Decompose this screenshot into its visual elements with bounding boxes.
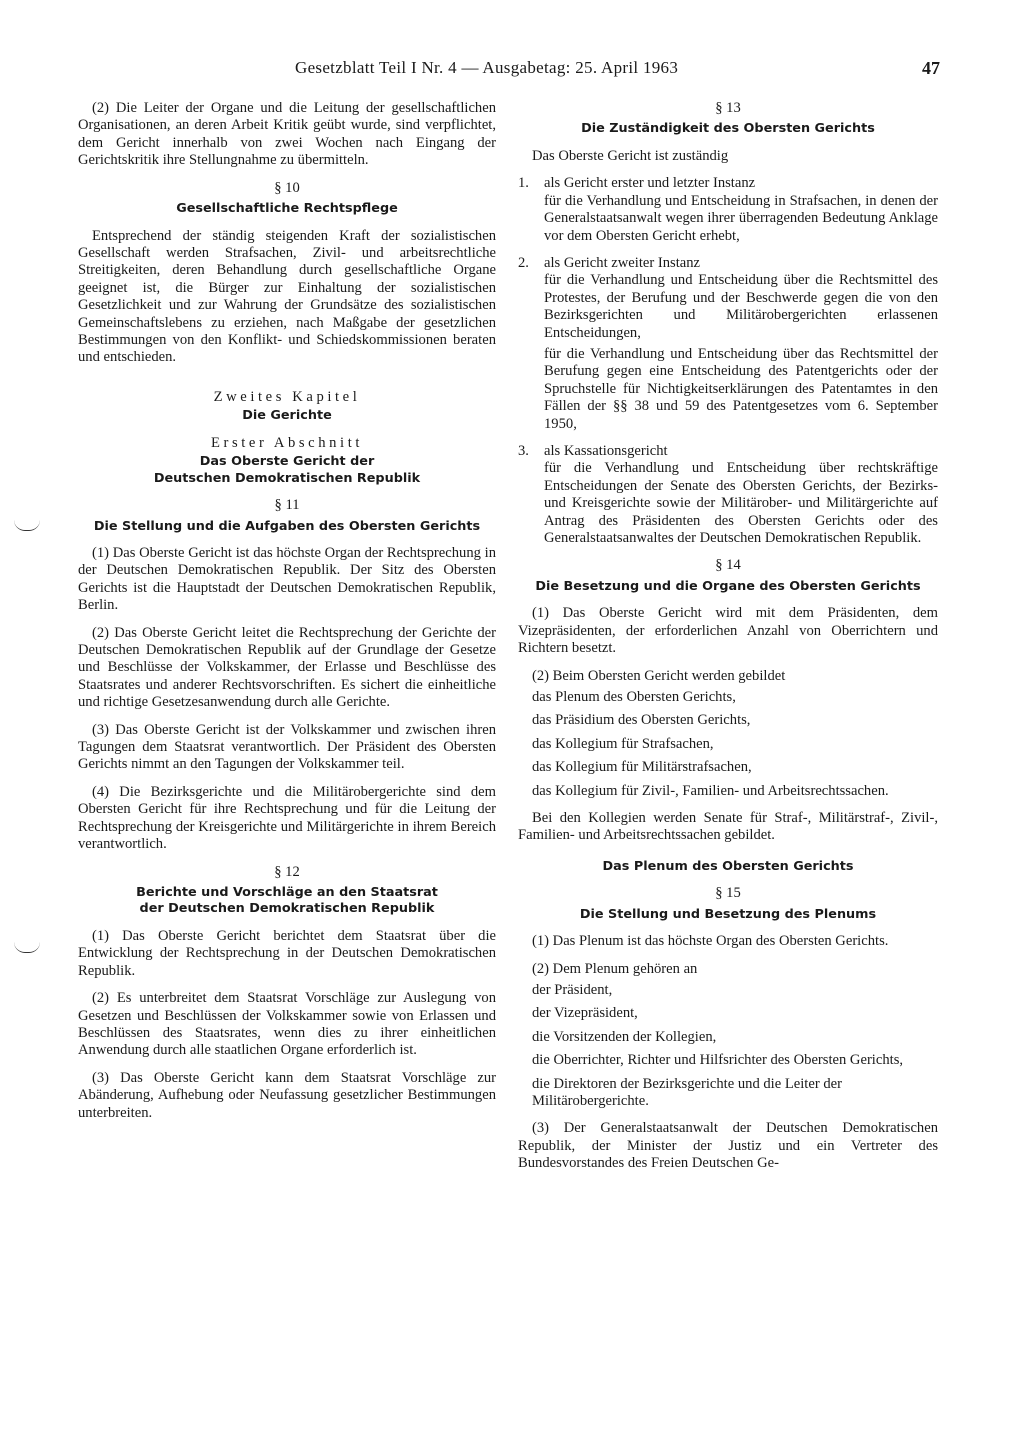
left-column [78, 100, 496, 1132]
margin-mark [14, 942, 40, 953]
list-item: die Vorsitzenden der Kollegien, [532, 1028, 717, 1045]
list-item: das Kollegium für Militärstrafsachen, [532, 759, 752, 776]
section-13-intro: Das Oberste Gericht ist zuständig [532, 147, 729, 164]
section-13-label: § 13 [715, 100, 741, 116]
list-item: das Kollegium für Zivil-, Familien- und Arbeitsrechtssachen. [532, 782, 889, 799]
section-title-line-2: Deutschen Demokratischen Republik [153, 470, 421, 486]
section-12-paragraph-1: (1) Das Oberste Gericht berichtet dem Staatsrat über die Entwicklung der Rechtsprechung in der Deutschen Demokratischen Republik. [78, 927, 496, 979]
section-14-label: § 14 [715, 557, 741, 574]
section-15-title: Die Stellung und Besetzung des Plenums [579, 906, 877, 922]
section-10-label: § 10 [274, 179, 300, 196]
section-15-label: § 15 [715, 885, 741, 902]
section-11-title: Die Stellung und die Aufgaben des Obersten Gerichts [93, 518, 481, 534]
list-item: der Präsident, [532, 982, 613, 999]
list-item: die Oberrichter, Richter und Hilfsrichter des Obersten Gerichts, [532, 1052, 904, 1069]
section-10-title: Gesellschaftliche Rechtspflege [176, 201, 398, 217]
section-11-paragraph-3: (3) Das Oberste Gericht ist der Volkskammer und zwischen ihren Tagungen dem Staatsrat verantwortlich. Der Präsident des Obersten Gerichts nimmt an den Tagungen der Volkskammer teil. [78, 721, 496, 773]
section-11-paragraph-4: (4) Die Bezirksgerichte und die Militärobergerichte sind dem Obersten Gericht für ihre Rechtsprechung und für die Leitung der Rechtsprechung der Kreisgerichte und Militärgerichte in ihrem Bereich verantwortlich. [78, 783, 496, 853]
chapter-title: Die Gerichte [242, 408, 332, 424]
section-12-title-line-2: der Deutschen Demokratischen Republik [139, 901, 435, 917]
section-title [78, 454, 496, 487]
section-14-title: Die Besetzung und die Organe des Obersten Gerichts [535, 578, 921, 594]
item-number: 2. [518, 254, 529, 271]
list-item: der Vizepräsident, [532, 1005, 638, 1022]
list-item: das Präsidium des Obersten Gerichts, [532, 712, 751, 729]
competence-item-2 [518, 255, 938, 272]
list-item: die Direktoren der Bezirksgerichte und die Leiter der Militärobergerichte. [532, 1075, 842, 1110]
section-12-paragraph-3: (3) Das Oberste Gericht kann dem Staatsrat Vorschläge zur Abänderung, Aufhebung oder Neufassung gesetzlicher Bestimmungen unterbreiten. [78, 1069, 496, 1121]
section-11-paragraph-2: (2) Das Oberste Gericht leitet die Rechtsprechung der Gerichte der Deutschen Demokratischen Republik auf der Grundlage der Gesetze und Beschlüsse der Volkskammer, der Erlasse und Beschlüsse des Staatsrates und anderer Rechtsvorschriften. Es sichert die einheitliche und richtige Gesetzesanwendung durch alle Gerichte. [78, 624, 496, 711]
list-item: das Kollegium für Strafsachen, [532, 735, 714, 752]
section-15-paragraph-1: (1) Das Plenum ist das höchste Organ des Obersten Gerichts. [532, 933, 889, 950]
section-12-label: § 12 [274, 863, 300, 880]
section-10-text: Entsprechend der ständig steigenden Kraft der sozialistischen Gesellschaft werden Strafsachen, Zivil- und arbeitsrechtliche Streitigkeiten, deren Behandlung durch gesellschaftliche Organe geeignet ist, die Bürger zur Einhaltung der sozialistischen Gesetzlichkeit und zur Wahrung der Grundsätze des sozialistischen Gemeinschaftslebens zu erziehen, nach Maßgabe der gesetzlichen Bestimmungen von den Konflikt- und Schiedskommissionen beraten und entschieden. [78, 227, 496, 366]
section-15-paragraph-3: (3) Der Generalstaatsanwalt der Deutschen Demokratischen Republik, der Minister der Justiz und ein Vertreter des Bundesvorstandes des Freien Deutschen Ge- [518, 1120, 938, 1172]
section-13-title: Die Zuständigkeit des Obersten Gerichts [581, 121, 875, 137]
section-15-paragraph-2-intro: (2) Dem Plenum gehören an [532, 960, 698, 977]
page-number: 47 [922, 58, 940, 78]
header-title: Gesetzblatt Teil I Nr. 4 — Ausgabetag: 25. April 1963 [295, 58, 679, 77]
section-14-paragraph-1: (1) Das Oberste Gericht wird mit dem Präsidenten, dem Vizepräsidenten, der erforderlichen Anzahl von Oberrichtern und Richtern besetzt. [518, 605, 938, 657]
item-1-text: für die Verhandlung und Entscheidung in Strafsachen, in denen der Generalstaatsanwalt wegen ihrer überragenden Bedeutung Anklage vor dem Obersten Gericht erhebt, [544, 192, 938, 244]
item-number: 1. [518, 175, 529, 192]
item-3-text: für die Verhandlung und Entscheidung über rechtskräftige Entscheidungen der Senate des Obersten Gerichts, der Bezirks- und Kreisgerichte sowie der Militärober- und Militärgerichte auf Antrag des Präsidenten des Obersten Gerichts oder des Generalstaatsanwaltes der Deutschen Demokratischen Republik. [544, 460, 938, 547]
section-12-title-line-1: Berichte und Vorschläge an den Staatsrat [136, 884, 438, 900]
item-number: 3. [518, 443, 529, 459]
section-11-paragraph-1: (1) Das Oberste Gericht ist das höchste Organ der Rechtsprechung in der Deutschen Demokratischen Republik. Der Sitz des Obersten Gerichts ist die Hauptstadt der Deutschen Demokratischen Republik, Berlin. [78, 545, 496, 614]
chapter-label: Zweites Kapitel [213, 388, 361, 405]
item-2-text-b: für die Verhandlung und Entscheidung über das Rechtsmittel der Berufung gegen eine Entscheidung des Patentgerichts oder der Spruchstelle für Nichtigkeitserklärungen des Patentamtes in den Fällen der §§ 38 und 59 des Patentgesetzes vom 6. September 1950, [544, 345, 938, 432]
section-14-senates: Bei den Kollegien werden Senate für Straf-, Militärstraf-, Zivil-, Familien- und Arbeitsrechtssachen gebildet. [518, 810, 938, 844]
section-14-paragraph-2-intro: (2) Beim Obersten Gericht werden gebildet [532, 667, 786, 684]
item-heading: als Gericht zweiter Instanz [544, 254, 700, 271]
competence-item-1 [518, 175, 938, 192]
margin-mark [14, 520, 40, 531]
item-heading: als Kassationsgericht [544, 443, 668, 459]
item-heading: als Gericht erster und letzter Instanz [544, 175, 756, 192]
section-11-label: § 11 [274, 497, 300, 514]
competence-item-3 [518, 443, 938, 460]
section-title-line-1: Das Oberste Gericht der [199, 454, 375, 470]
item-2-text-a: für die Verhandlung und Entscheidung über die Rechtsmittel des Protestes, der Berufung und der Beschwerde gegen die von den Bezirksgerichten und Militärobergerichten erlassenen Entscheidungen, [544, 272, 938, 341]
list-item: das Plenum des Obersten Gerichts, [532, 688, 736, 705]
page-header [60, 54, 960, 84]
right-column [518, 100, 938, 1183]
plenum-heading: Das Plenum des Obersten Gerichts [602, 858, 854, 874]
section-12-title [78, 885, 496, 918]
paragraph-9-2: (2) Die Leiter der Organe und die Leitung der gesellschaftlichen Organisationen, an deren Arbeit Kritik geübt wurde, sind verpflichtet, dem Gericht innerhalb von zwei Wochen nach Eingang der Gerichtskritik ihre Stellungnahme zu übermitteln. [78, 100, 496, 169]
section-12-paragraph-2: (2) Es unterbreitet dem Staatsrat Vorschläge zur Auslegung von Gesetzen und Beschlüssen der Volkskammer sowie von Erlassen und Beschlüssen des Staatsrates, wenn dies zu ihrer einheitlichen Anwendung durch alle staatlichen Organe erforderlich ist. [78, 990, 496, 1059]
section-label: Erster Abschnitt [210, 434, 364, 451]
